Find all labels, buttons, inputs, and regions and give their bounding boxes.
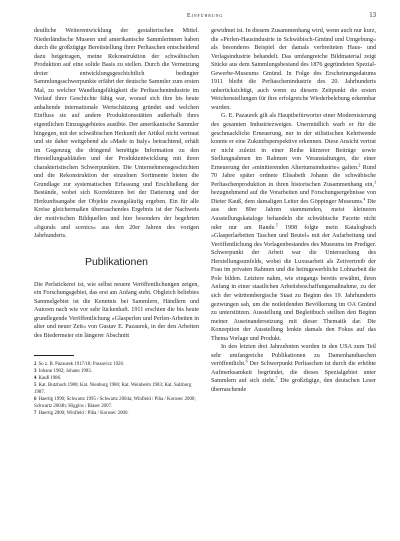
text-run: Die aus den 80er Jahren stammenden, meist kleineren Ausstellungskataloge behandeln die schwäbische Facette nicht oder nur am Rande. <box>211 198 376 231</box>
body-paragraph <box>211 112 376 343</box>
footnote-text: Johann 1982; Johann 1983. <box>38 368 92 374</box>
footnote-rule <box>34 355 74 356</box>
footnote-number: 3 <box>34 368 37 374</box>
footnote-text: Kauß 1986. <box>38 375 62 381</box>
footnote-number: 6 <box>34 396 37 402</box>
footnote-text: Haertig 1990; Schwartz 1995 / Schwartz 2004a; Winfield / Piña / Korosec 2000; Schwartz 2004b; Higgins / Blaser 2007. <box>34 396 196 409</box>
footnote <box>34 396 199 410</box>
text-run: Der Schwerpunkt Perltaschen ist durch die erhöhte Aufmerksamkeit begründet, die dieses Spezialgebiet unter Sammlern auf sich zieht. <box>211 361 376 385</box>
text-run: bezugnehmend auf die Vorarbeiten und Forschungsergebnisse von Dieter Kauß, dem damaligen Leiter des Göppinger Museums. <box>211 190 376 205</box>
text-run: In den letzten drei Jahrzehnten wurden in den USA zum Teil sehr umfangreiche Publikationen zu Damenhandtaschen veröffentlicht. <box>211 344 376 368</box>
footnote-text: Haertig 2000; Winfield / Piña / Korosec 2000. <box>38 410 129 416</box>
page-number: 13 <box>369 12 376 19</box>
footnote-ref[interactable]: 3 <box>374 179 376 185</box>
footnote-text: So z. B. Pazaurek 1917/18; Passavicz 1926. <box>38 361 125 367</box>
body-paragraph: Die Perlstickerei ist, wie selbst neuere Veröffentlichungen zeigen, ein Forschungsgebiet, das erst am Anfang steht. Obgleich beliebtes Sammelgebiet ist die Kenntnis bei Sammlern, Händlern und Autoren nach wie vor sehr lückenhaft. 1911 erschien die bis heute grundlegende Veröffentlichung »Glasperlen und Perlen-Arbeiten in alter und neuer Zeit« von Gustav E. Pazaurek, in der den Arbeiten des Biedermeier ein längerer Abschnitt <box>34 281 199 339</box>
footnote <box>34 361 199 368</box>
footnote-number: 4 <box>34 375 37 381</box>
body-paragraph <box>211 343 376 394</box>
section-heading: Publikationen <box>84 255 149 268</box>
text-run: Rund 70 Jahre später ordnete Elisabeth Johann die schwäbische Perltaschenproduktion in ihren historischen Zusammenhang ein, <box>211 164 377 188</box>
right-column <box>211 27 376 395</box>
body-paragraph: deutliche Weiterentwicklung der gestalterischen Mittel. Niederländische Museen und amerikanische Sammlerinnen haben durch die großzügige Bereitstellung ihrer Perltaschen entscheidend dazu beigetragen, meine Rekonstruktion der schwäbischen Produktion auf eine solide Basis zu stellen. Durch die Vernetzung dreier entwicklungsgeschichtlich bedingter Sammlungsschwerpunkte erfährt der deutsche Sammler zum ersten Mal, zu welcher Wandlungsfähigkeit die Perltaschenindustrie im Verlauf ihrer Geschichte fähig war, worauf sich ihre bis heute anhaltende internationale Wertschätzung gründet und welchen Einfluss sie auf andere Produktionsstätten außerhalb ihres eigentlichen Einzugsgebietes ausübte. Der amerikanische Sammler hingegen, mit der schwäbischen Herkunft der Artikel nicht vertraut und sie daher weitgehend als »Made in Italy« betrachtend, erhält im Gegenzug die dringend benötigte Information zu den Herstellungsabläufen und der Produktentwicklung mit ihren charakteristischen Schwerpunkten. Die Unternehmensgeschichten und die Rekonstruktion der einzelnen Sortimente bieten die Grundlage zur systematischen Erfassung und Erschließung der Bestände, wobei sich Korrekturen bei der Datierung und der Herkunftsangabe der Objekte zwangsläufig ergeben. Ein für alle Kreise gleichermaßen überraschendes Ergebnis ist der Nachweis der motivischen Bildquellen und hier besonders der begehrten »figurals and scenics« aus den 20er Jahren des vorigen Jahrhunderts. <box>34 28 199 240</box>
footnote-ref[interactable]: 2 <box>358 162 361 168</box>
footnote <box>34 382 199 396</box>
footnote-number: 2 <box>34 361 37 367</box>
footnote-list <box>34 361 199 417</box>
footnote-number: 5 <box>34 382 37 388</box>
footnote-ref[interactable]: 6 <box>245 358 248 364</box>
footnote-ref[interactable]: 4 <box>363 196 366 202</box>
footnote <box>34 410 199 417</box>
footnote-text: Kat. Butzbach 1980; Kat. Nienburg 1980; Kat. Weinheim 1983; Kat. Salzburg 1987. <box>34 382 192 395</box>
footnote-number: 7 <box>34 410 37 416</box>
footnote <box>34 375 199 382</box>
text-run: Die großzügige, den deutschen Leser überraschende <box>211 378 376 393</box>
footnote-ref[interactable]: 5 <box>275 222 278 228</box>
footnote <box>34 368 199 375</box>
running-head: Einführung <box>186 12 224 19</box>
footnote-ref[interactable]: 7 <box>275 375 278 381</box>
page-header <box>34 12 376 24</box>
left-column <box>34 27 199 417</box>
text-run: 1998 folgte mein Katalogbuch »Glasperlarbeiten Taschen und Beutel« mit der Aufarbeitung und Veröffentlichung des Vorlagenbestandes des Museums im Prediger. Schwerpunkt der Arbeit war die Untersuchung des Herstellungsumfelds, wobei die Luxusarbeit als Zeitvertreib der Frau im privaten Rahmen und die heimgewerbliche Lohnarbeit die Pole bilden. Letztere nahm, wie eingangs bereits erwähnt, ihren Anfang in einer staatlichen Arbeitsbeschaffungsmaßnahme, zu der sich der württembergische Staat zu Beginn des 19. Jahrhunderts gezwungen sah, um die notleidenden Bevölkerung im OA Gmünd zu unterstützen. Ausstellung und Begleitbuch stellten den Beginn meiner Auseinandersetzung mit dieser Thematik dar. Die Konzeption der Ausstellung lenkte damals den Fokus auf das Thema Vorlage und Produkt. <box>211 224 376 342</box>
body-paragraph: gewidmet ist. In diesem Zusammenhang wird, wenn auch nur kurz, die »Perlen-Hausindustrie in Schwäbisch-Gmünd und Umgebung« als besonderes Beispiel der damals verbreiteten Haus- und Verlagsindustrie behandelt. Das umfangreiche Bildmaterial zeigt Stücke aus dem Sammlungsbestand des 1876 gegründeten Spezial-Gewerbe-Museums Gmünd. In Folge des Erscheinungsdatums 1911 bleibt die Perltaschenindustrie des 20. Jahrhunderts unberücksichtigt, auch wenn zu diesem Zeitpunkt die ersten Weichenstellungen für ihre erfolgreiche Wiederbelebung erkennbar wurden. <box>211 28 376 111</box>
text-run: G. E. Pazaurek gilt als Hauptbefürworter einer Modernisierung des gesamten Industriezweiges. Unermüdlich warb er für die geschmackliche Erneuerung, nur in der stilistischen Kehrtwende konnte er eine Zukunftsperspektive erkennen. Diese Ansicht vertrat er nicht zuletzt in einer Reihe kürzerer Beiträge sowie Stellungnahmen im Rahmen von Veranstaltungen, die einer Erneuerung der »minitierenden Altertumsindustrie« galten. <box>211 113 376 171</box>
